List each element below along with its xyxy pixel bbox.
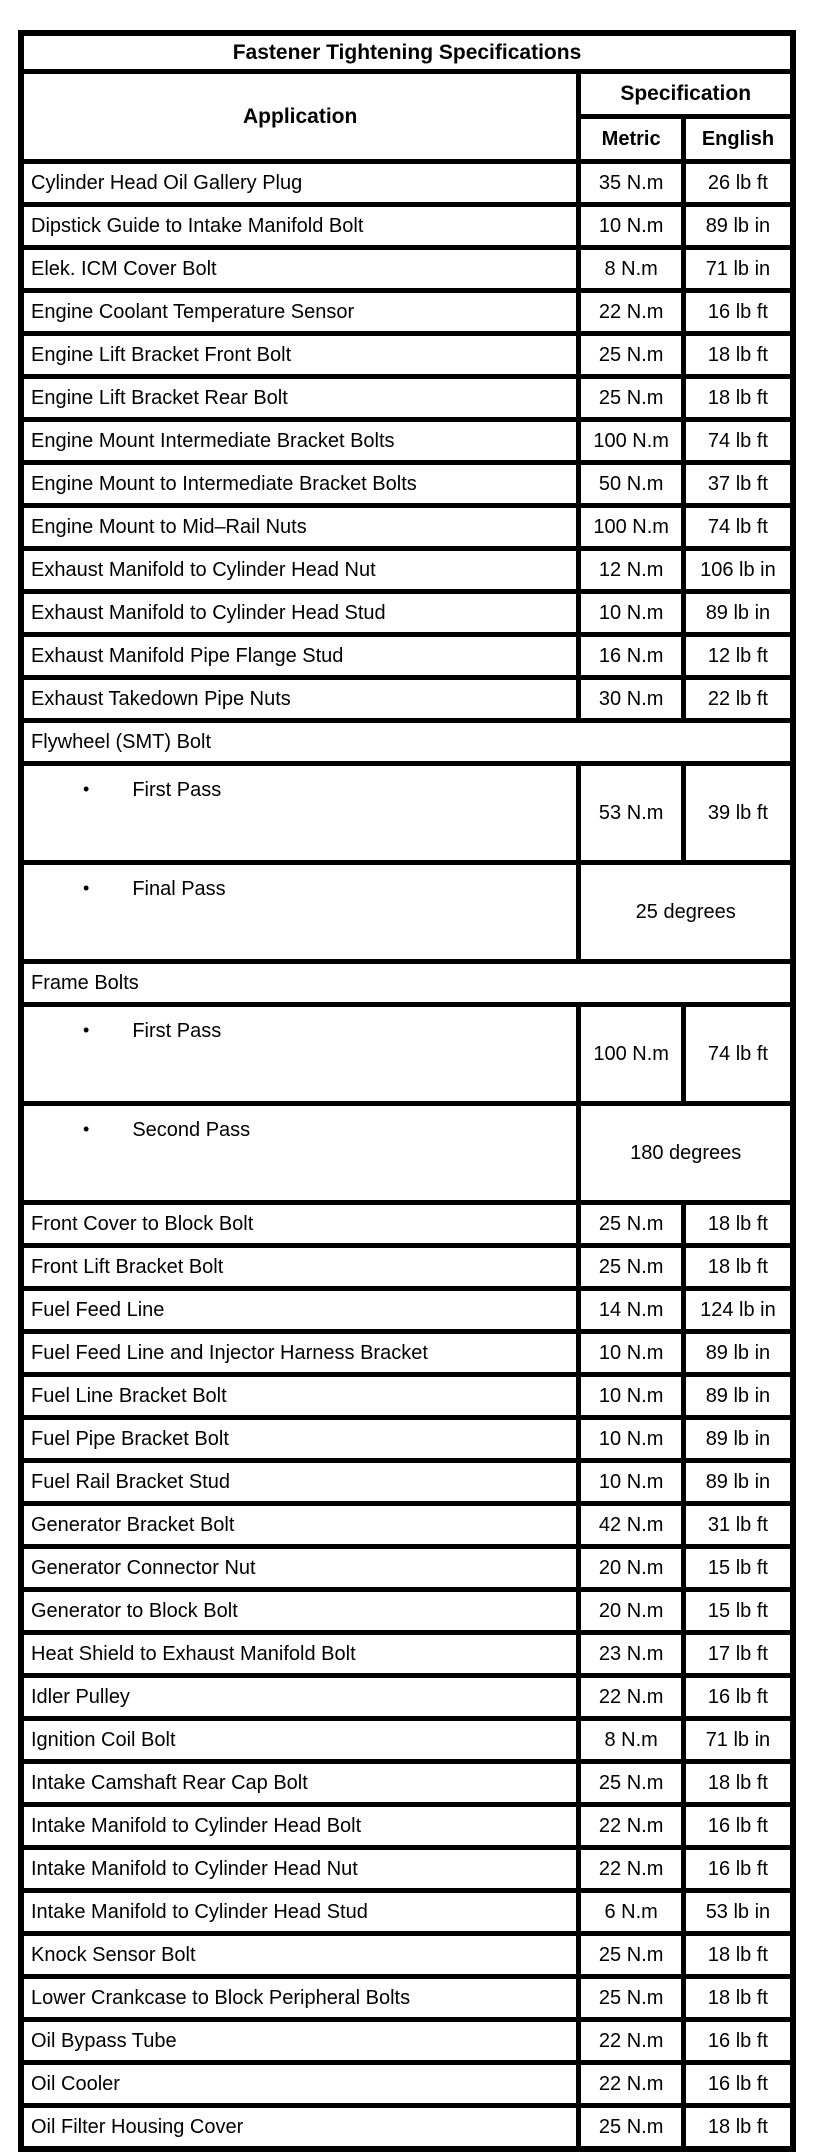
table-row — [21, 1203, 793, 1246]
english-value-cell: 18 lb ft — [683, 1762, 793, 1805]
table-row — [21, 764, 793, 863]
section-header-cell: Frame Bolts — [21, 962, 793, 1005]
application-cell-label: Second Pass — [132, 1119, 251, 1141]
application-cell: Lower Crankcase to Block Peripheral Bolts — [21, 1977, 579, 2020]
metric-value-cell: 20 N.m — [579, 1590, 684, 1633]
metric-value-cell: 22 N.m — [579, 1676, 684, 1719]
bullet-icon: • — [83, 878, 90, 898]
application-cell: Generator to Block Bolt — [21, 1590, 579, 1633]
application-cell: Heat Shield to Exhaust Manifold Bolt — [21, 1633, 579, 1676]
english-value-cell: 74 lb ft — [683, 506, 793, 549]
table-row — [21, 1762, 793, 1805]
application-cell: Engine Mount Intermediate Bracket Bolts — [21, 420, 579, 463]
metric-value-cell: 22 N.m — [579, 1848, 684, 1891]
metric-value-cell: 6 N.m — [579, 1891, 684, 1934]
metric-value-cell: 10 N.m — [579, 592, 684, 635]
table-row — [21, 721, 793, 764]
metric-value-cell: 100 N.m — [579, 506, 684, 549]
application-cell: Intake Manifold to Cylinder Head Bolt — [21, 1805, 579, 1848]
application-cell: Oil Cooler — [21, 2063, 579, 2106]
application-cell: Engine Lift Bracket Front Bolt — [21, 334, 579, 377]
table-row — [21, 635, 793, 678]
english-value-cell: 26 lb ft — [683, 162, 793, 205]
application-cell — [21, 863, 579, 962]
english-value-cell: 18 lb ft — [683, 334, 793, 377]
metric-value-cell: 10 N.m — [579, 1375, 684, 1418]
metric-value-cell: 25 N.m — [579, 1762, 684, 1805]
metric-value-cell: 10 N.m — [579, 1461, 684, 1504]
table-row — [21, 678, 793, 721]
application-cell: Dipstick Guide to Intake Manifold Bolt — [21, 205, 579, 248]
table-row — [21, 1547, 793, 1590]
metric-value-cell: 25 N.m — [579, 1203, 684, 1246]
table-row — [21, 549, 793, 592]
metric-value-cell: 22 N.m — [579, 2020, 684, 2063]
table-row — [21, 1934, 793, 1977]
english-value-cell: 74 lb ft — [683, 420, 793, 463]
table-row — [21, 1375, 793, 1418]
application-cell: Front Lift Bracket Bolt — [21, 1246, 579, 1289]
application-cell: Oil Filter Housing Cover — [21, 2106, 579, 2150]
metric-value-cell: 10 N.m — [579, 1418, 684, 1461]
metric-value-cell: 16 N.m — [579, 635, 684, 678]
metric-value-cell: 30 N.m — [579, 678, 684, 721]
english-value-cell: 37 lb ft — [683, 463, 793, 506]
table-row — [21, 1104, 793, 1203]
table-row — [21, 377, 793, 420]
english-value-cell: 18 lb ft — [683, 1977, 793, 2020]
table-row — [21, 2106, 793, 2150]
english-value-cell: 22 lb ft — [683, 678, 793, 721]
metric-value-cell: 25 N.m — [579, 1977, 684, 2020]
application-cell: Front Cover to Block Bolt — [21, 1203, 579, 1246]
section-header-cell: Flywheel (SMT) Bolt — [21, 721, 793, 764]
application-cell: Idler Pulley — [21, 1676, 579, 1719]
metric-value-cell: 35 N.m — [579, 162, 684, 205]
application-cell-label: First Pass — [132, 1020, 222, 1042]
english-value-cell: 71 lb in — [683, 1719, 793, 1762]
table-row — [21, 1676, 793, 1719]
english-value-cell: 16 lb ft — [683, 291, 793, 334]
table-row — [21, 1719, 793, 1762]
application-cell: Oil Bypass Tube — [21, 2020, 579, 2063]
table-row — [21, 1289, 793, 1332]
metric-value-cell: 20 N.m — [579, 1547, 684, 1590]
application-cell: Generator Bracket Bolt — [21, 1504, 579, 1547]
specification-column-header: Specification — [579, 72, 793, 117]
metric-value-cell: 8 N.m — [579, 248, 684, 291]
english-value-cell: 18 lb ft — [683, 2106, 793, 2150]
application-cell: Generator Connector Nut — [21, 1547, 579, 1590]
metric-value-cell: 22 N.m — [579, 2063, 684, 2106]
table-row — [21, 1805, 793, 1848]
metric-column-header: Metric — [579, 117, 684, 162]
table-row — [21, 291, 793, 334]
english-value-cell: 31 lb ft — [683, 1504, 793, 1547]
application-cell: Exhaust Takedown Pipe Nuts — [21, 678, 579, 721]
application-cell-label: First Pass — [132, 779, 222, 801]
application-cell — [21, 1104, 579, 1203]
english-value-cell: 15 lb ft — [683, 1547, 793, 1590]
english-value-cell: 89 lb in — [683, 1375, 793, 1418]
fastener-spec-table — [18, 30, 796, 2152]
application-cell: Engine Lift Bracket Rear Bolt — [21, 377, 579, 420]
application-cell: Fuel Rail Bracket Stud — [21, 1461, 579, 1504]
metric-value-cell: 25 N.m — [579, 2106, 684, 2150]
english-value-cell: 89 lb in — [683, 1461, 793, 1504]
english-value-cell: 16 lb ft — [683, 2063, 793, 2106]
application-cell: Engine Coolant Temperature Sensor — [21, 291, 579, 334]
metric-value-cell: 25 N.m — [579, 1934, 684, 1977]
english-value-cell: 39 lb ft — [683, 764, 793, 863]
bullet-icon: • — [83, 1020, 90, 1040]
application-column-header: Application — [21, 72, 579, 162]
table-row — [21, 863, 793, 962]
application-cell: Engine Mount to Intermediate Bracket Bolts — [21, 463, 579, 506]
metric-value-cell: 12 N.m — [579, 549, 684, 592]
bullet-icon: • — [83, 779, 90, 799]
table-title: Fastener Tightening Specifications — [21, 33, 793, 72]
table-row — [21, 420, 793, 463]
application-cell: Exhaust Manifold to Cylinder Head Nut — [21, 549, 579, 592]
application-cell: Elek. ICM Cover Bolt — [21, 248, 579, 291]
english-value-cell: 53 lb in — [683, 1891, 793, 1934]
english-value-cell: 17 lb ft — [683, 1633, 793, 1676]
english-value-cell: 124 lb in — [683, 1289, 793, 1332]
application-cell: Engine Mount to Mid–Rail Nuts — [21, 506, 579, 549]
application-cell: Exhaust Manifold Pipe Flange Stud — [21, 635, 579, 678]
table-row — [21, 162, 793, 205]
metric-value-cell: 23 N.m — [579, 1633, 684, 1676]
table-row — [21, 592, 793, 635]
english-value-cell: 89 lb in — [683, 205, 793, 248]
english-value-cell: 71 lb in — [683, 248, 793, 291]
metric-value-cell: 8 N.m — [579, 1719, 684, 1762]
bullet-icon: • — [83, 1119, 90, 1139]
application-cell — [21, 1005, 579, 1104]
application-cell: Intake Manifold to Cylinder Head Stud — [21, 1891, 579, 1934]
english-value-cell: 106 lb in — [683, 549, 793, 592]
metric-value-cell: 14 N.m — [579, 1289, 684, 1332]
english-value-cell: 16 lb ft — [683, 1805, 793, 1848]
english-value-cell: 89 lb in — [683, 1332, 793, 1375]
english-value-cell: 15 lb ft — [683, 1590, 793, 1633]
table-row — [21, 248, 793, 291]
application-cell: Fuel Pipe Bracket Bolt — [21, 1418, 579, 1461]
application-cell: Ignition Coil Bolt — [21, 1719, 579, 1762]
metric-value-cell: 10 N.m — [579, 205, 684, 248]
table-row — [21, 1504, 793, 1547]
metric-value-cell: 10 N.m — [579, 1332, 684, 1375]
table-row — [21, 1418, 793, 1461]
english-column-header: English — [683, 117, 793, 162]
table-row — [21, 2063, 793, 2106]
metric-value-cell: 25 N.m — [579, 377, 684, 420]
table-row — [21, 1891, 793, 1934]
metric-value-cell: 100 N.m — [579, 1005, 684, 1104]
english-value-cell: 16 lb ft — [683, 1848, 793, 1891]
table-row — [21, 1633, 793, 1676]
english-value-cell: 18 lb ft — [683, 377, 793, 420]
application-cell: Fuel Feed Line — [21, 1289, 579, 1332]
english-value-cell: 89 lb in — [683, 1418, 793, 1461]
table-row — [21, 506, 793, 549]
table-row — [21, 962, 793, 1005]
application-cell: Intake Camshaft Rear Cap Bolt — [21, 1762, 579, 1805]
application-cell: Fuel Line Bracket Bolt — [21, 1375, 579, 1418]
table-row — [21, 1590, 793, 1633]
table-row — [21, 463, 793, 506]
table-row — [21, 334, 793, 377]
english-value-cell: 74 lb ft — [683, 1005, 793, 1104]
metric-value-cell: 22 N.m — [579, 1805, 684, 1848]
application-cell: Intake Manifold to Cylinder Head Nut — [21, 1848, 579, 1891]
table-header-row-1 — [21, 72, 793, 117]
metric-value-cell: 25 N.m — [579, 334, 684, 377]
english-value-cell: 18 lb ft — [683, 1934, 793, 1977]
application-cell — [21, 764, 579, 863]
spec-table-body — [21, 162, 793, 2150]
application-cell: Cylinder Head Oil Gallery Plug — [21, 162, 579, 205]
application-cell-label: Final Pass — [132, 878, 226, 900]
metric-value-cell: 22 N.m — [579, 291, 684, 334]
metric-value-cell: 50 N.m — [579, 463, 684, 506]
degrees-value-cell: 180 degrees — [579, 1104, 793, 1203]
english-value-cell: 12 lb ft — [683, 635, 793, 678]
degrees-value-cell: 25 degrees — [579, 863, 793, 962]
application-cell: Exhaust Manifold to Cylinder Head Stud — [21, 592, 579, 635]
table-row — [21, 1332, 793, 1375]
table-row — [21, 1461, 793, 1504]
table-row — [21, 1005, 793, 1104]
table-title-row — [21, 33, 793, 72]
table-row — [21, 1977, 793, 2020]
metric-value-cell: 42 N.m — [579, 1504, 684, 1547]
english-value-cell: 89 lb in — [683, 592, 793, 635]
table-row — [21, 2020, 793, 2063]
english-value-cell: 18 lb ft — [683, 1203, 793, 1246]
english-value-cell: 16 lb ft — [683, 1676, 793, 1719]
table-row — [21, 1246, 793, 1289]
application-cell: Fuel Feed Line and Injector Harness Bracket — [21, 1332, 579, 1375]
table-row — [21, 1848, 793, 1891]
application-cell: Knock Sensor Bolt — [21, 1934, 579, 1977]
metric-value-cell: 100 N.m — [579, 420, 684, 463]
metric-value-cell: 53 N.m — [579, 764, 684, 863]
english-value-cell: 16 lb ft — [683, 2020, 793, 2063]
english-value-cell: 18 lb ft — [683, 1246, 793, 1289]
metric-value-cell: 25 N.m — [579, 1246, 684, 1289]
table-row — [21, 205, 793, 248]
